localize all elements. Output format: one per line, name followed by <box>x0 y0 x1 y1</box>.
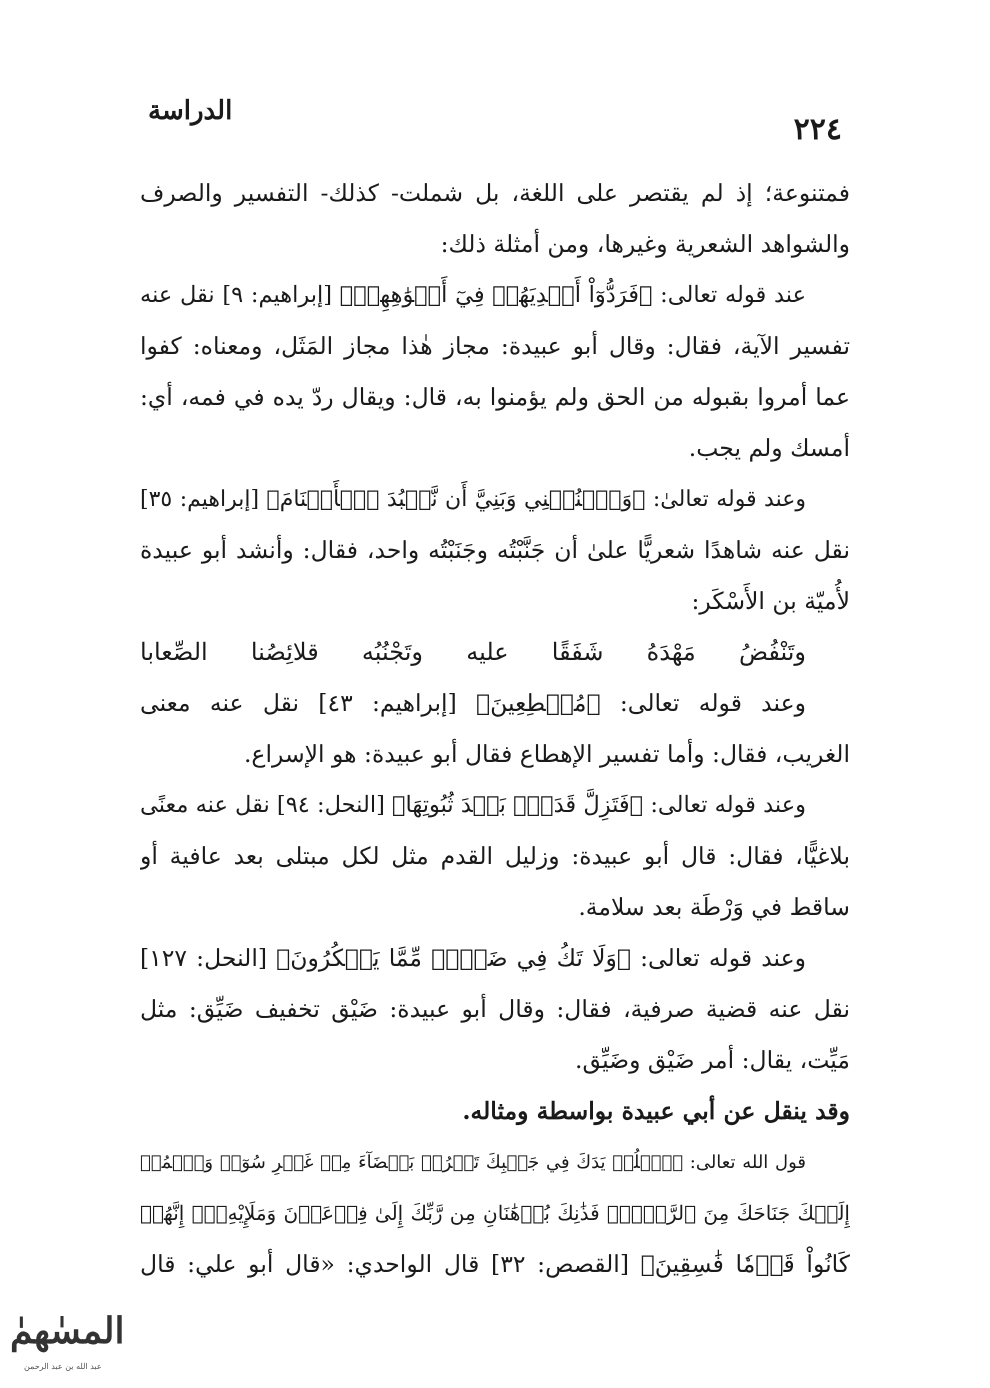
text-line: وعند قوله تعالى: ﴿فَتَزِلَّ قَدَمُۢ بَعۡدَ ثُبُوتِهَا﴾ [النحل: ٩٤] نقل عنه معنًى <box>140 792 806 818</box>
page-header <box>0 90 990 150</box>
text-line: وعند قوله تعالىٰ: ﴿وَٱجۡنُبۡنِي وَبَنِيَّ أَن نَّعۡبُدَ ٱلۡأَصۡنَامَ﴾ [إبراهيم: ٣٥] <box>140 487 806 512</box>
text-line: ساقط في وَرْطَة بعد سلامة. <box>578 893 850 921</box>
text-line: وقد ينقل عن أبي عبيدة بواسطة ومثاله. <box>462 1097 850 1125</box>
text-line: فمتنوعة؛ إذ لم يقتصر على اللغة، بل شملت- كذلك- التفسير والصرف <box>140 179 850 207</box>
text-line: بلاغيًّا، فقال: قال أبو عبيدة: وزليل القدم مثل لكل مبتلى بعد عافية أو <box>140 842 850 870</box>
running-title: الدراسة <box>148 96 233 126</box>
text-line: عما أمروا بقبوله من الحق ولم يؤمنوا به، قال: ويقال ردّ يده في فمه، أي: <box>140 383 850 411</box>
text-line: وعند قوله تعالى: ﴿وَلَا تَكُ فِي ضَيۡقٖ مِّمَّا يَمۡكُرُونَ﴾ [النحل: ١٢٧] <box>140 944 806 972</box>
logo-text: المسٰهمٰ <box>10 1310 125 1352</box>
text-line: كَانُواْ قَوۡمٗا فَٰسِقِينَ﴾ [القصص: ٣٢] قال الواحدي: «قال أبو علي: قال <box>140 1250 850 1278</box>
page-number: ٢٢٤ <box>793 112 842 147</box>
text-line: قول الله تعالى: ﴿ٱسۡلُكۡ يَدَكَ فِي جَيۡبِكَ تَخۡرُجۡ بَيۡضَآءَ مِنۡ غَيۡرِ سُوٓءٖ وَٱضۡمُمۡ <box>140 1152 806 1173</box>
text-line: وتَنْفُضُ مَهْدَهُ شَفَقًا عليه وتَجْنُبُه قلائِصُنا الصِّعابا <box>140 638 806 666</box>
text-line: أمسك ولم يجب. <box>688 434 850 462</box>
logo-subtext: عبد الله بن عبد الرحمن <box>24 1362 102 1371</box>
text-line: نقل عنه شاهدًا شعريًّا علىٰ أن جَنَّبْتُه وجَنَبْتُه واحد، فقال: وأنشد أبو عبيدة <box>140 536 850 564</box>
text-line: عند قوله تعالى: ﴿فَرَدُّوٓاْ أَيۡدِيَهُمۡ فِيٓ أَفۡوَٰهِهِمۡ﴾ [إبراهيم: ٩] نقل عنه <box>140 282 807 308</box>
text-line: إِلَيۡكَ جَنَاحَكَ مِنَ ٱلرَّهۡبِۖ فَذَٰنِكَ بُرۡهَٰنَانِ مِن رَّبِّكَ إِلَىٰ فِرۡعَوۡنَ وَمَلَإِيْهِۦٓۚ إِنَّهُمۡ <box>140 1201 850 1225</box>
text-line: لأُميّة بن الأَسْكَر: <box>691 587 850 615</box>
text-line: تفسير الآية، فقال: وقال أبو عبيدة: مجاز هٰذا مجاز المَثَل، ومعناه: كفوا <box>140 332 850 360</box>
text-line: الغريب، فقال: وأما تفسير الإهطاع فقال أبو عبيدة: هو الإسراع. <box>243 740 850 768</box>
text-line: والشواهد الشعرية وغيرها، ومن أمثلة ذلك: <box>440 230 850 258</box>
text-line: نقل عنه قضية صرفية، فقال: وقال أبو عبيدة: ضَيْق تخفيف ضَيِّق: مثل <box>140 995 850 1023</box>
publisher-logo <box>4 1300 134 1380</box>
body-text <box>140 168 850 1290</box>
text-line: وعند قوله تعالى: ﴿مُهۡطِعِينَ﴾ [إبراهيم: ٤٣] نقل عنه معنى <box>140 689 806 717</box>
text-line: مَيِّت، يقال: أمر ضَيْق وضَيِّق. <box>575 1046 850 1074</box>
